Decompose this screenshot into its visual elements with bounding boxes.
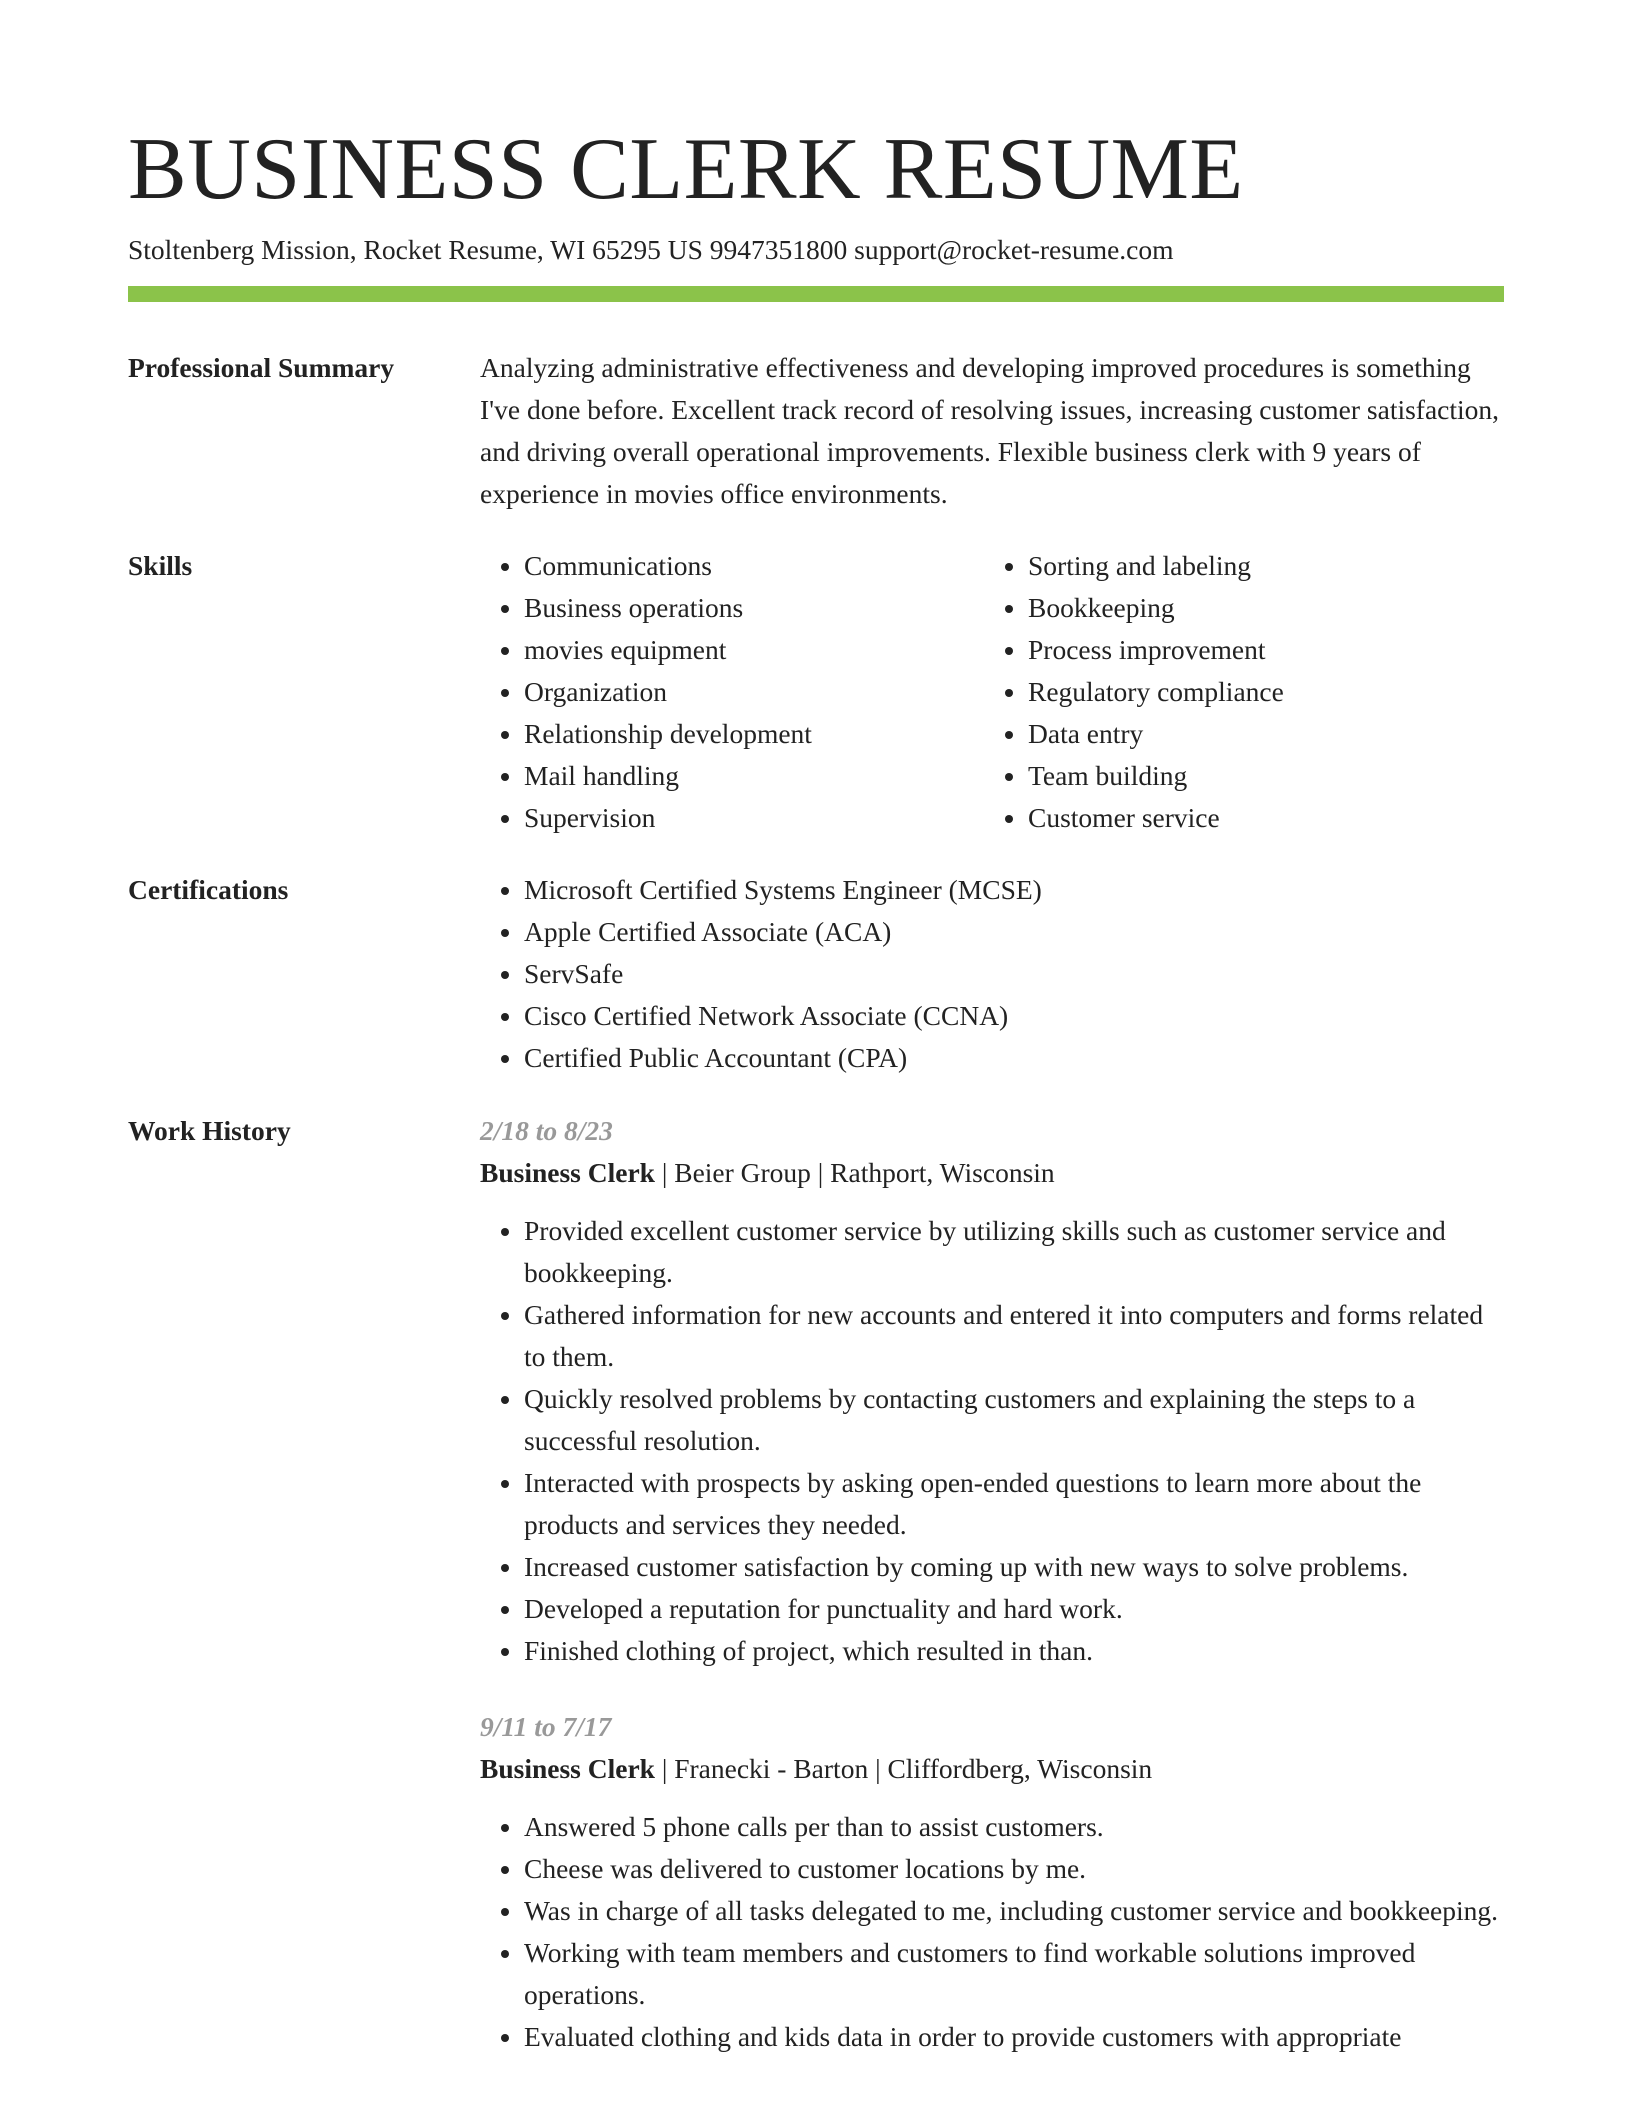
certifications-body bbox=[480, 869, 1504, 1079]
job-bullet: • Answered 5 phone calls per than to assist customers. bbox=[524, 1806, 1504, 1848]
skill-item: • Bookkeeping bbox=[1028, 587, 1488, 629]
certifications-label: Certifications bbox=[128, 874, 289, 905]
skill-item: • Organization bbox=[524, 671, 984, 713]
skill-item: • Process improvement bbox=[1028, 629, 1488, 671]
job-bullet: • Finished clothing of project, which resulted in than. bbox=[524, 1630, 1504, 1672]
job-bullets bbox=[480, 1210, 1504, 1672]
skill-item: • Supervision bbox=[524, 797, 984, 839]
job-bullet: • Cheese was delivered to customer locations by me. bbox=[524, 1848, 1504, 1890]
job-bullet: • Was in charge of all tasks delegated to me, including customer service and bookkeeping. bbox=[524, 1890, 1504, 1932]
summary-text: Analyzing administrative effectiveness and developing improved procedures is something I've done before. Excellent track record of resolving issues, increasing customer satisfaction, and driving overall operational improvements. Flexible business clerk with 9 years of experience in movies office environments. bbox=[480, 352, 1500, 509]
job-entry bbox=[480, 1110, 1504, 1672]
job-employer-location: | Beier Group | Rathport, Wisconsin bbox=[654, 1157, 1055, 1188]
job-bullet: • Developed a reputation for punctuality and hard work. bbox=[524, 1588, 1504, 1630]
job-heading bbox=[480, 1748, 1504, 1790]
header-divider bbox=[128, 286, 1504, 302]
summary-label: Professional Summary bbox=[128, 352, 395, 383]
job-employer-location: | Franecki - Barton | Cliffordberg, Wisconsin bbox=[654, 1753, 1153, 1784]
skills-columns bbox=[480, 545, 1504, 839]
skill-item: • Regulatory compliance bbox=[1028, 671, 1488, 713]
job-entry bbox=[480, 1706, 1504, 2058]
skill-item: • Team building bbox=[1028, 755, 1488, 797]
skill-item: • Business operations bbox=[524, 587, 984, 629]
skill-item: • movies equipment bbox=[524, 629, 984, 671]
job-title: Business Clerk bbox=[480, 1157, 655, 1188]
certification-item: • Certified Public Accountant (CPA) bbox=[524, 1037, 1504, 1079]
job-title: Business Clerk bbox=[480, 1753, 655, 1784]
resume-title: BUSINESS CLERK RESUME bbox=[128, 121, 1244, 218]
job-bullet: • Provided excellent customer service by utilizing skills such as customer service and bookkeeping. bbox=[524, 1210, 1504, 1294]
work-history-label: Work History bbox=[128, 1115, 291, 1146]
skill-item: • Relationship development bbox=[524, 713, 984, 755]
certification-item: • ServSafe bbox=[524, 953, 1504, 995]
job-bullet: • Working with team members and customers to find workable solutions improved operations. bbox=[524, 1932, 1504, 2016]
work-history-body bbox=[480, 1110, 1504, 2092]
job-bullet: • Evaluated clothing and kids data in order to provide customers with appropriate bbox=[524, 2016, 1504, 2058]
skills-list-left bbox=[480, 545, 984, 839]
job-bullet: • Quickly resolved problems by contacting customers and explaining the steps to a successful resolution. bbox=[524, 1378, 1504, 1462]
job-heading bbox=[480, 1152, 1504, 1194]
job-bullet: • Increased customer satisfaction by coming up with new ways to solve problems. bbox=[524, 1546, 1504, 1588]
skill-item: • Data entry bbox=[1028, 713, 1488, 755]
certification-item: • Microsoft Certified Systems Engineer (MCSE) bbox=[524, 869, 1504, 911]
job-bullets bbox=[480, 1806, 1504, 2058]
skill-item: • Customer service bbox=[1028, 797, 1488, 839]
contact-info: Stoltenberg Mission, Rocket Resume, WI 65295 US 9947351800 support@rocket-resume.com bbox=[128, 234, 1174, 265]
certifications-list bbox=[480, 869, 1504, 1079]
skill-item: • Mail handling bbox=[524, 755, 984, 797]
skill-item: • Communications bbox=[524, 545, 984, 587]
certification-item: • Cisco Certified Network Associate (CCNA) bbox=[524, 995, 1504, 1037]
skills-list-right bbox=[984, 545, 1488, 839]
job-bullet: • Gathered information for new accounts and entered it into computers and forms related to them. bbox=[524, 1294, 1504, 1378]
skills-label: Skills bbox=[128, 550, 193, 581]
job-bullet: • Interacted with prospects by asking open-ended questions to learn more about the products and services they needed. bbox=[524, 1462, 1504, 1546]
job-dates: 2/18 to 8/23 bbox=[480, 1115, 613, 1146]
certification-item: • Apple Certified Associate (ACA) bbox=[524, 911, 1504, 953]
job-dates: 9/11 to 7/17 bbox=[480, 1711, 612, 1742]
skill-item: • Sorting and labeling bbox=[1028, 545, 1488, 587]
